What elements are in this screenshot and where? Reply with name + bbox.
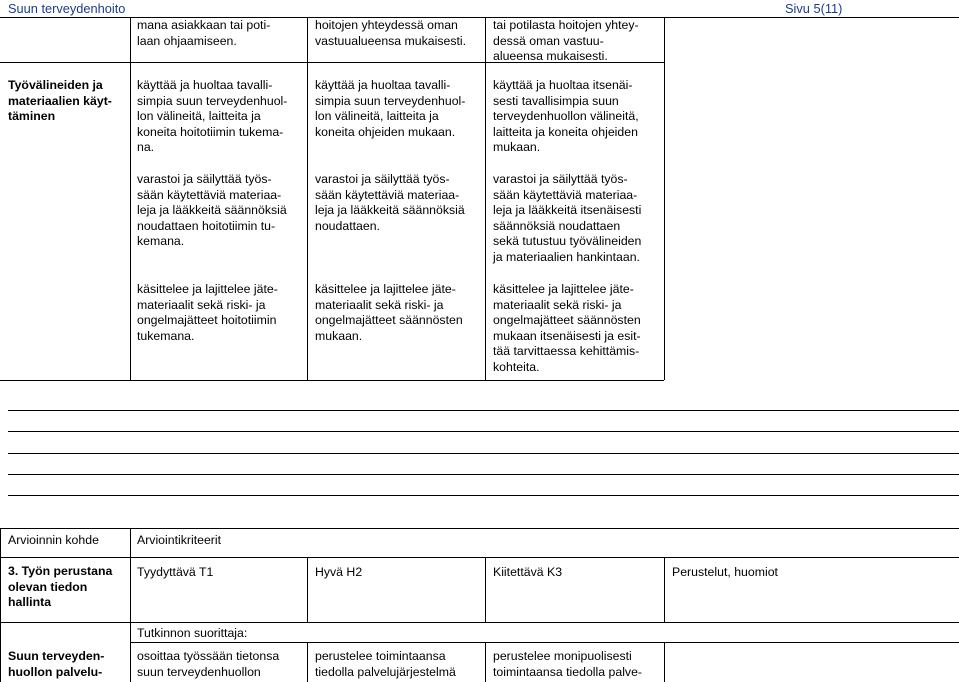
table-border [307,642,308,682]
column-divider [485,17,486,380]
table-border [0,622,959,623]
table-border [130,642,959,643]
level-notes: Perustelut, huomiot [672,565,778,579]
note-line [8,453,959,454]
table-border [664,642,665,682]
table-border [485,642,486,682]
note-line [8,474,959,475]
next-criteria-h2: perustelee toimintaansa tiedolla palvelujärjestelmä [315,649,456,679]
table-header-target: Arvioinnin kohde [8,533,99,547]
note-line [8,410,959,411]
next-criteria-k3: perustelee monipuolisesti toimintaansa tiedolla palve- [493,649,643,679]
criteria-k3: varastoi ja säilyttää työs- sään käytettäviä materiaa- leja ja lääkkeitä itsenäisesti säännöksiä noudattaen sekä tutustuu työvälineiden ja materiaalien hankintaan. [493,172,642,264]
table-border [0,528,959,529]
level-k3: Kiitettävä K3 [493,565,563,579]
cell-top-h2: hoitojen yhteydessä oman vastuualueensa mukaisesti. [315,18,467,48]
row-divider [0,380,664,381]
table-border [0,557,959,558]
row-label-tools: Työvälineiden ja materiaalien käyt- täminen [8,78,112,124]
page-number: Sivu 5(11) [785,1,843,16]
criteria-h2: käyttää ja huoltaa tavalli- simpia suun terveydenhuol- lon välineitä, laitteita ja koneita ohjeiden mukaan. [315,78,466,139]
page-header [0,0,959,17]
subheading-performer: Tutkinnon suorittaja: [137,626,248,640]
criteria-h2: varastoi ja säilyttää työs- sään käytettäviä materiaa- leja ja lääkkeitä säännöksiä noudattaen. [315,172,465,233]
criteria-t1: käyttää ja huoltaa tavalli- simpia suun terveydenhuol- lon välineitä, laitteita ja koneita hoitotiimin tukema- na. [137,78,288,155]
criteria-t1: varastoi ja säilyttää työs- sään käytettäviä materiaa- leja ja lääkkeitä säännöksiä noudattaen hoitotiimin tu- kemana. [137,172,287,249]
table-border [0,528,1,682]
criteria-h2: käsittelee ja lajittelee jäte- materiaalit sekä riski- ja ongelmajätteet säännösten mukaan. [315,282,463,343]
cell-top-t1: mana asiakkaan tai poti- laan ohjaamiseen. [137,18,271,48]
note-line [8,431,959,432]
table-header-criteria: Arviointikriteerit [137,533,222,547]
section-label: 3. Työn perustana olevan tiedon hallinta [8,564,113,610]
level-h2: Hyvä H2 [315,565,363,579]
table-border [130,528,131,682]
criteria-k3: käyttää ja huoltaa itsenäi- sesti tavallisimpia suun terveydenhuollon välineitä, laitteita ja koneita ohjeiden mukaan. [493,78,639,155]
table-border [664,557,665,622]
next-criteria-t1: osoittaa työssään tietonsa suun terveydenhuollon [137,649,280,679]
next-row-label: Suun terveyden- huollon palvelu- [8,649,105,679]
level-t1: Tyydyttävä T1 [137,565,214,579]
note-line [8,495,959,496]
table-border [307,557,308,622]
column-divider [130,17,131,380]
cell-top-k3: tai potilasta hoitojen yhtey- dessä oman vastuu- alueensa mukaisesti. [493,18,639,64]
column-divider [307,17,308,380]
criteria-k3: käsittelee ja lajittelee jäte- materiaalit sekä riski- ja ongelmajätteet säännösten mukaan itsenäisesti ja esit- tää tarvittaessa kehittämis- kohteita. [493,282,641,374]
column-divider [664,17,665,380]
table-border [485,557,486,622]
criteria-t1: käsittelee ja lajittelee jäte- materiaalit sekä riski- ja ongelmajätteet hoitotiimin tukemana. [137,282,278,343]
header-title: Suun terveydenhoito [8,1,126,16]
